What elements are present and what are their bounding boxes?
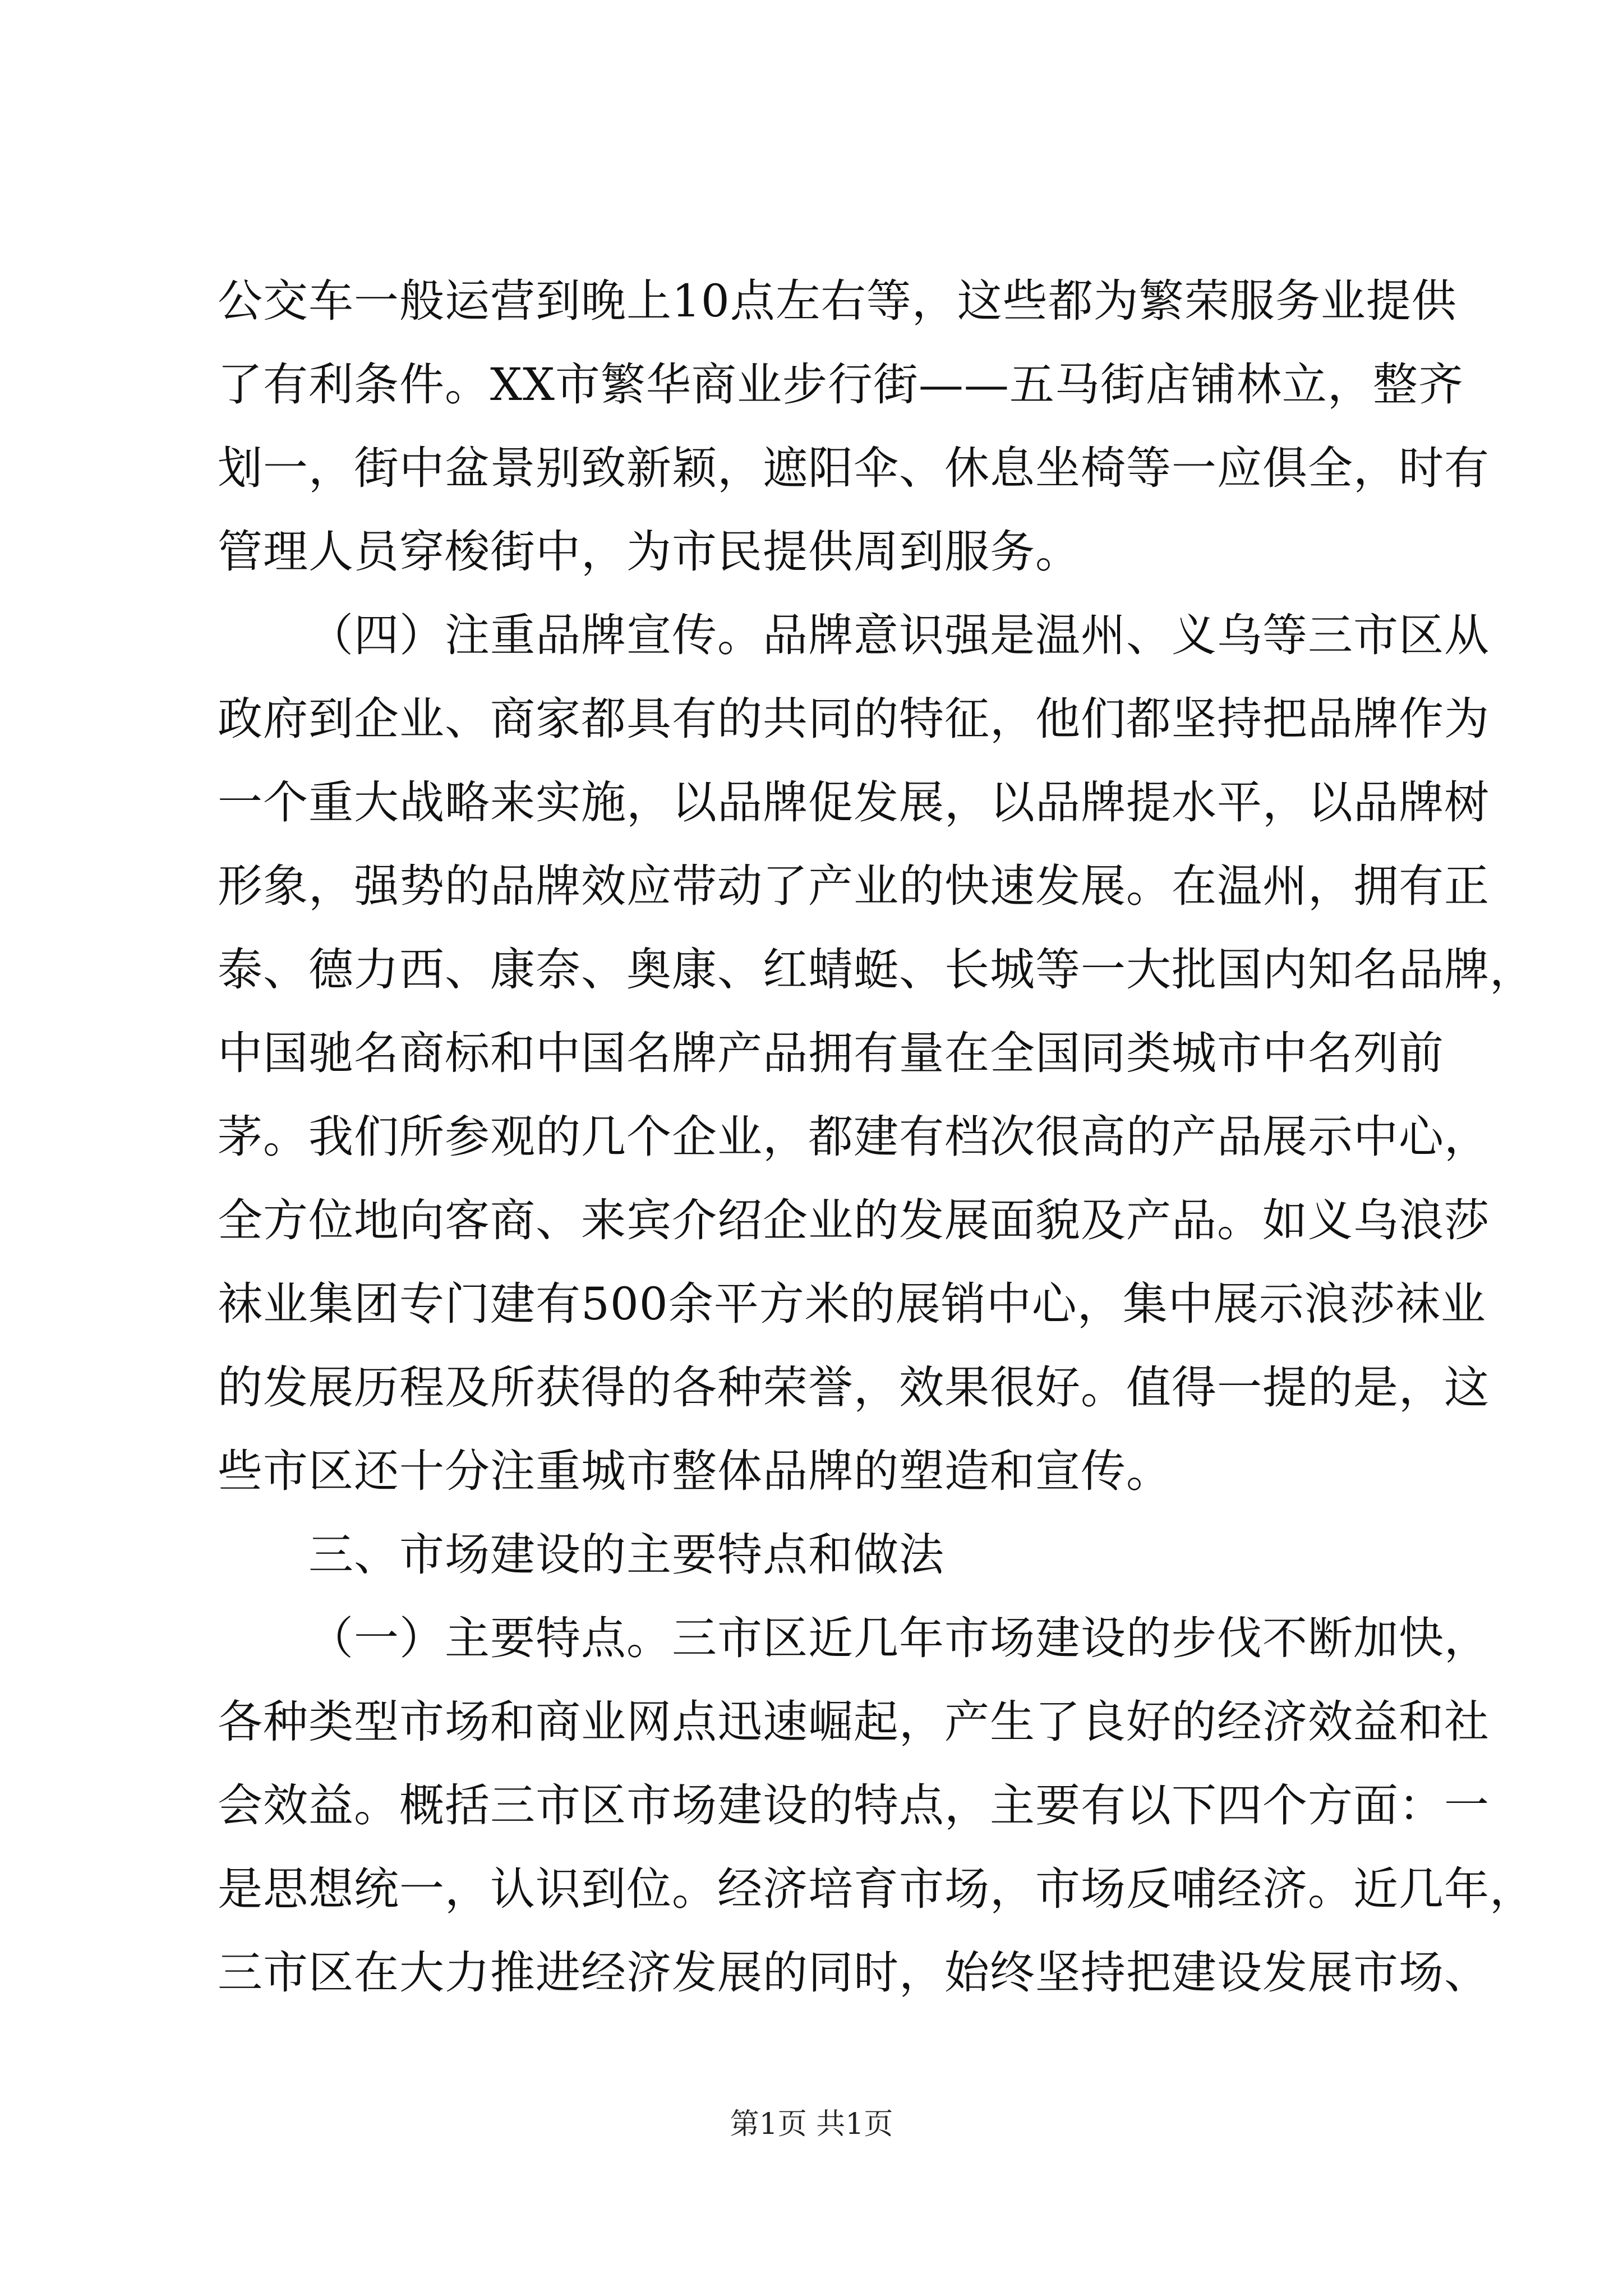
text-line: 管理人员穿梭街中，为市民提供周到服务。 — [218, 526, 1081, 578]
text-line: 形象，强势的品牌效应带动了产业的快速发展。在温州，拥有正 — [218, 860, 1490, 912]
text-line: 了有利条件。XX市繁华商业步行街——五马街店铺林立，整齐 — [218, 358, 1464, 411]
text-line: 全方位地向客商、来宾介绍企业的发展面貌及产品。如义乌浪莎 — [218, 1194, 1490, 1246]
text-line: 些市区还十分注重城市整体品牌的塑造和宣传。 — [218, 1445, 1172, 1497]
text-line: 一个重大战略来实施，以品牌促发展，以品牌提水平，以品牌树 — [218, 776, 1490, 829]
section-heading-paragraph: （四）注重品牌宣传。品牌意识强是温州、义乌等三市区从 — [308, 609, 1490, 661]
text-line: 是思想统一，认识到位。经济培育市场，市场反哺经济。近几年， — [218, 1863, 1535, 1915]
page-footer: 第1页 共1页 — [730, 2108, 893, 2141]
document-body — [218, 259, 1535, 2014]
text-line: 泰、德力西、康奈、奥康、红蜻蜓、长城等一大批国内知名品牌， — [218, 944, 1535, 996]
text-line: 公交车一般运营到晚上10点左右等，这些都为繁荣服务业提供 — [218, 275, 1457, 327]
text-line: 政府到企业、商家都具有的共同的特征，他们都坚持把品牌作为 — [218, 693, 1490, 745]
text-line: 中国驰名商标和中国名牌产品拥有量在全国同类城市中名列前 — [218, 1027, 1444, 1079]
text-line: 三市区在大力推进经济发展的同时，始终坚持把建设发展市场、 — [218, 1947, 1490, 1999]
text-line: 各种类型市场和商业网点迅速崛起，产生了良好的经济效益和社 — [218, 1696, 1490, 1748]
text-line: 划一，街中盆景别致新颖，遮阳伞、休息坐椅等一应俱全，时有 — [218, 442, 1490, 494]
text-line: 袜业集团专门建有500余平方米的展销中心，集中展示浪莎袜业 — [218, 1278, 1486, 1330]
subsection-heading-paragraph: （一）主要特点。三市区近几年市场建设的步伐不断加快， — [308, 1612, 1490, 1664]
text-line: 的发展历程及所获得的各种荣誉，效果很好。值得一提的是，这 — [218, 1361, 1490, 1414]
section-heading: 三、市场建设的主要特点和做法 — [308, 1529, 944, 1581]
text-line: 会效益。概括三市区市场建设的特点，主要有以下四个方面：一 — [218, 1779, 1490, 1832]
text-line: 茅。我们所参观的几个企业，都建有档次很高的产品展示中心， — [218, 1111, 1490, 1163]
